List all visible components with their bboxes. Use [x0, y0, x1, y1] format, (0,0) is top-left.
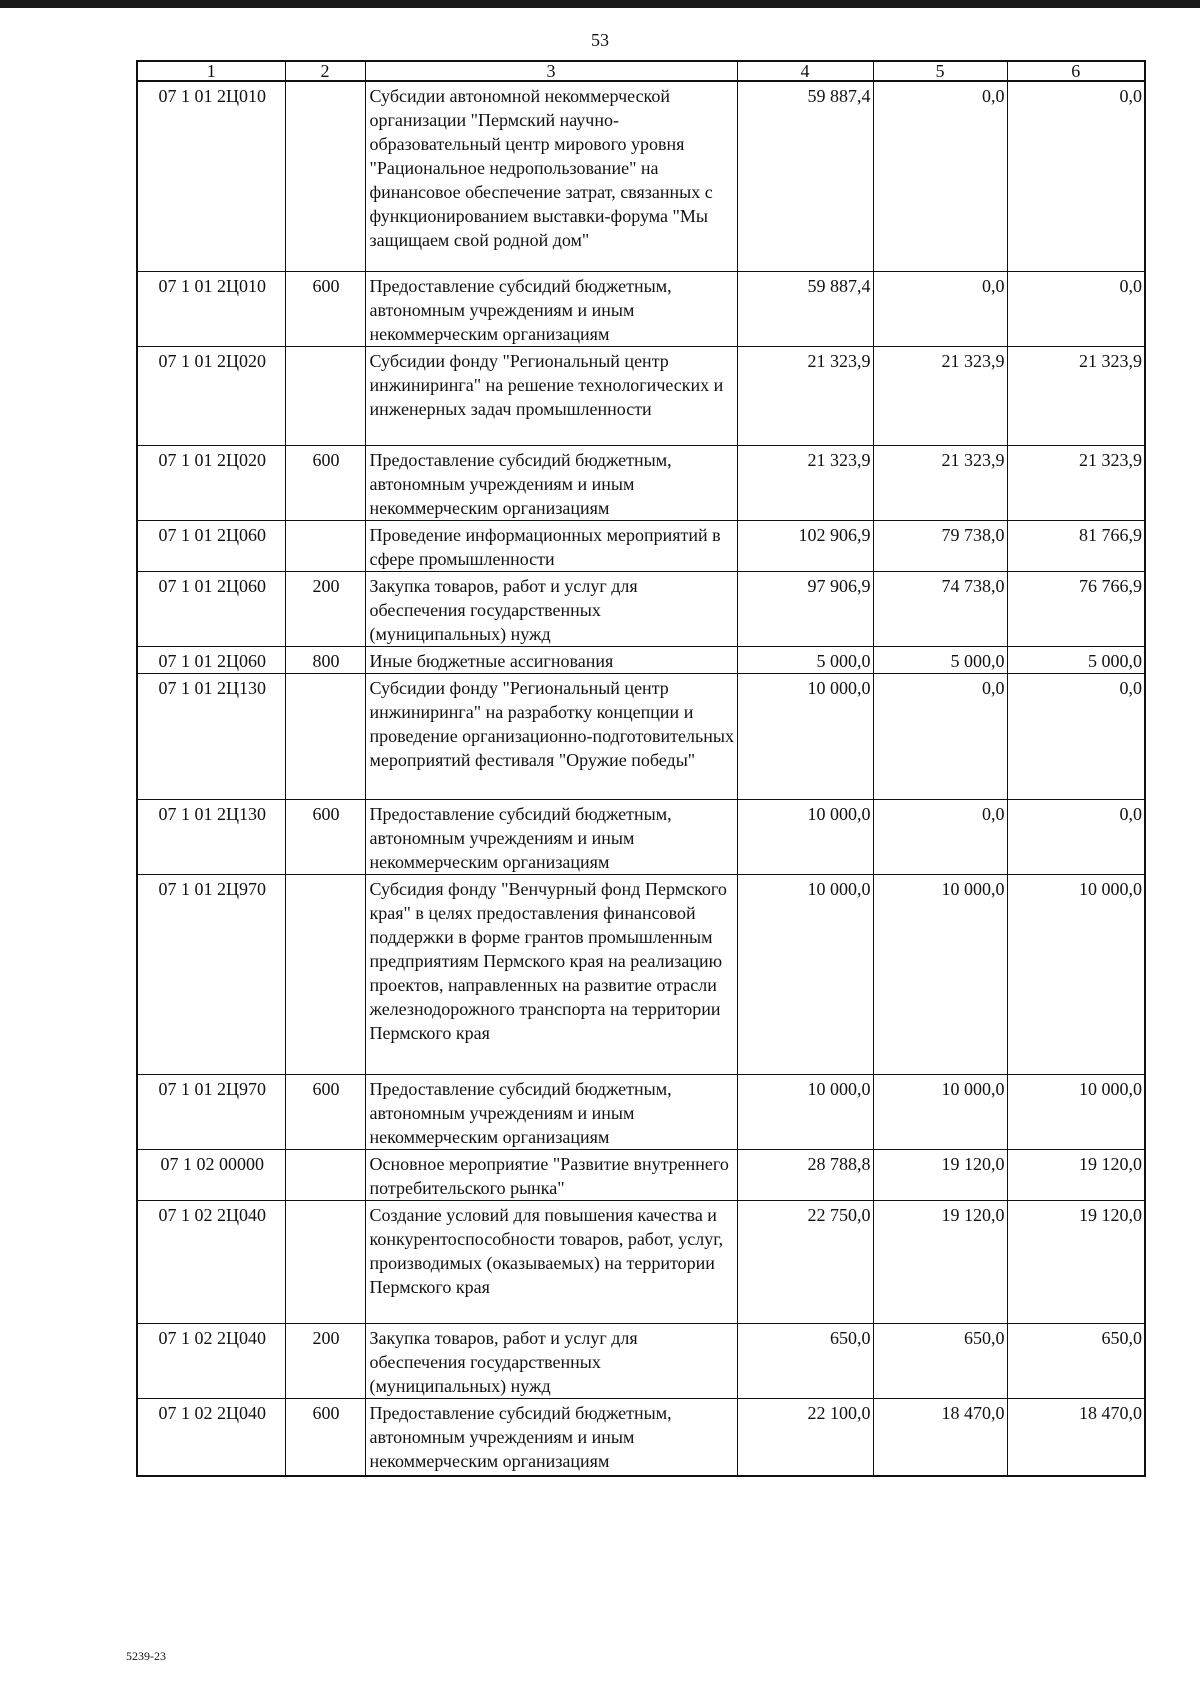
amount-col5: 5 000,0 [873, 646, 1007, 673]
amount-col4: 22 750,0 [737, 1200, 873, 1323]
amount-col5: 19 120,0 [873, 1200, 1007, 1323]
column-header: 1 [137, 61, 285, 81]
expense-type: 600 [285, 445, 365, 520]
budget-code: 07 1 01 2Ц060 [137, 646, 285, 673]
amount-col5: 0,0 [873, 673, 1007, 799]
amount-col6: 5 000,0 [1007, 646, 1145, 673]
amount-col6: 0,0 [1007, 81, 1145, 271]
expense-type: 600 [285, 799, 365, 874]
table-row [137, 346, 1145, 445]
expense-type: 800 [285, 646, 365, 673]
amount-col4: 97 906,9 [737, 571, 873, 646]
amount-col5: 74 738,0 [873, 571, 1007, 646]
column-header: 4 [737, 61, 873, 81]
table-row [137, 673, 1145, 799]
amount-col4: 650,0 [737, 1323, 873, 1398]
expense-type: 200 [285, 1323, 365, 1398]
budget-code: 07 1 01 2Ц020 [137, 445, 285, 520]
item-description: Предоставление субсидий бюджетным, автономным учреждениям и иным некоммерческим организациям [365, 1074, 737, 1149]
amount-col6: 19 120,0 [1007, 1149, 1145, 1200]
amount-col4: 21 323,9 [737, 445, 873, 520]
budget-code: 07 1 01 2Ц010 [137, 81, 285, 271]
column-header: 5 [873, 61, 1007, 81]
table-row [137, 1398, 1145, 1476]
item-description: Закупка товаров, работ и услуг для обеспечения государственных (муниципальных) нужд [365, 571, 737, 646]
amount-col6: 81 766,9 [1007, 520, 1145, 571]
item-description: Субсидии фонду "Региональный центр инжиниринга" на разработку концепции и проведение организационно-подготовительных мероприятий фестиваля "Оружие победы" [365, 673, 737, 799]
table-row [137, 874, 1145, 1074]
amount-col4: 59 887,4 [737, 81, 873, 271]
amount-col4: 21 323,9 [737, 346, 873, 445]
table-row [137, 799, 1145, 874]
document-footer-code: 5239-23 [126, 1649, 166, 1663]
table-row [137, 1149, 1145, 1200]
amount-col4: 102 906,9 [737, 520, 873, 571]
expense-type [285, 520, 365, 571]
amount-col6: 21 323,9 [1007, 346, 1145, 445]
budget-table [136, 60, 1146, 1477]
budget-code: 07 1 02 2Ц040 [137, 1200, 285, 1323]
table-row [137, 571, 1145, 646]
budget-code: 07 1 01 2Ц130 [137, 673, 285, 799]
table-row [137, 520, 1145, 571]
amount-col6: 76 766,9 [1007, 571, 1145, 646]
budget-code: 07 1 02 00000 [137, 1149, 285, 1200]
item-description: Предоставление субсидий бюджетным, автономным учреждениям и иным некоммерческим организациям [365, 1398, 737, 1476]
amount-col4: 28 788,8 [737, 1149, 873, 1200]
item-description: Субсидии фонду "Региональный центр инжиниринга" на решение технологических и инженерных задач промышленности [365, 346, 737, 445]
item-description: Предоставление субсидий бюджетным, автономным учреждениям и иным некоммерческим организациям [365, 445, 737, 520]
amount-col5: 10 000,0 [873, 1074, 1007, 1149]
expense-type: 200 [285, 571, 365, 646]
amount-col4: 22 100,0 [737, 1398, 873, 1476]
item-description: Предоставление субсидий бюджетным, автономным учреждениям и иным некоммерческим организациям [365, 271, 737, 346]
amount-col6: 0,0 [1007, 799, 1145, 874]
item-description: Закупка товаров, работ и услуг для обеспечения государственных (муниципальных) нужд [365, 1323, 737, 1398]
amount-col4: 59 887,4 [737, 271, 873, 346]
amount-col4: 10 000,0 [737, 799, 873, 874]
expense-type [285, 81, 365, 271]
expense-type [285, 874, 365, 1074]
amount-col6: 21 323,9 [1007, 445, 1145, 520]
column-header: 2 [285, 61, 365, 81]
table-row [137, 1323, 1145, 1398]
expense-type [285, 1149, 365, 1200]
amount-col5: 0,0 [873, 799, 1007, 874]
item-description: Субсидия фонду "Венчурный фонд Пермского края" в целях предоставления финансовой поддержки в форме грантов промышленным предприятиям Пермского края на реализацию проектов, направленных на развитие отрасли железнодорожного транспорта на территории Пермского края [365, 874, 737, 1074]
expense-type: 600 [285, 1074, 365, 1149]
item-description: Предоставление субсидий бюджетным, автономным учреждениям и иным некоммерческим организациям [365, 799, 737, 874]
column-header: 3 [365, 61, 737, 81]
expense-type: 600 [285, 271, 365, 346]
budget-code: 07 1 01 2Ц130 [137, 799, 285, 874]
budget-code: 07 1 02 2Ц040 [137, 1398, 285, 1476]
amount-col5: 79 738,0 [873, 520, 1007, 571]
budget-code: 07 1 01 2Ц020 [137, 346, 285, 445]
amount-col6: 10 000,0 [1007, 1074, 1145, 1149]
table-header-row [137, 61, 1145, 81]
amount-col6: 10 000,0 [1007, 874, 1145, 1074]
budget-code: 07 1 01 2Ц060 [137, 520, 285, 571]
amount-col5: 0,0 [873, 81, 1007, 271]
scan-top-edge [0, 0, 1200, 8]
budget-code: 07 1 01 2Ц060 [137, 571, 285, 646]
expense-type [285, 673, 365, 799]
amount-col5: 18 470,0 [873, 1398, 1007, 1476]
expense-type [285, 346, 365, 445]
amount-col4: 10 000,0 [737, 673, 873, 799]
amount-col5: 0,0 [873, 271, 1007, 346]
table-row [137, 1200, 1145, 1323]
amount-col4: 5 000,0 [737, 646, 873, 673]
table-row [137, 445, 1145, 520]
item-description: Проведение информационных мероприятий в сфере промышленности [365, 520, 737, 571]
column-header: 6 [1007, 61, 1145, 81]
table-row [137, 646, 1145, 673]
budget-code: 07 1 01 2Ц010 [137, 271, 285, 346]
amount-col6: 0,0 [1007, 271, 1145, 346]
budget-code: 07 1 01 2Ц970 [137, 874, 285, 1074]
amount-col6: 18 470,0 [1007, 1398, 1145, 1476]
table-row [137, 1074, 1145, 1149]
table-row [137, 81, 1145, 271]
page-number: 53 [591, 30, 609, 50]
table-row [137, 271, 1145, 346]
amount-col5: 650,0 [873, 1323, 1007, 1398]
budget-code: 07 1 02 2Ц040 [137, 1323, 285, 1398]
item-description: Иные бюджетные ассигнования [365, 646, 737, 673]
expense-type: 600 [285, 1398, 365, 1476]
amount-col5: 19 120,0 [873, 1149, 1007, 1200]
amount-col5: 21 323,9 [873, 445, 1007, 520]
amount-col5: 10 000,0 [873, 874, 1007, 1074]
amount-col5: 21 323,9 [873, 346, 1007, 445]
item-description: Основное мероприятие "Развитие внутреннего потребительского рынка" [365, 1149, 737, 1200]
budget-code: 07 1 01 2Ц970 [137, 1074, 285, 1149]
item-description: Субсидии автономной некоммерческой организации "Пермский научно-образовательный центр мирового уровня "Рациональное недропользование" на финансовое обеспечение затрат, связанных с функционированием выставки-форума "Мы защищаем свой родной дом" [365, 81, 737, 271]
amount-col4: 10 000,0 [737, 874, 873, 1074]
amount-col6: 19 120,0 [1007, 1200, 1145, 1323]
expense-type [285, 1200, 365, 1323]
item-description: Создание условий для повышения качества и конкурентоспособности товаров, работ, услуг, производимых (оказываемых) на территории Пермского края [365, 1200, 737, 1323]
amount-col6: 650,0 [1007, 1323, 1145, 1398]
amount-col6: 0,0 [1007, 673, 1145, 799]
amount-col4: 10 000,0 [737, 1074, 873, 1149]
